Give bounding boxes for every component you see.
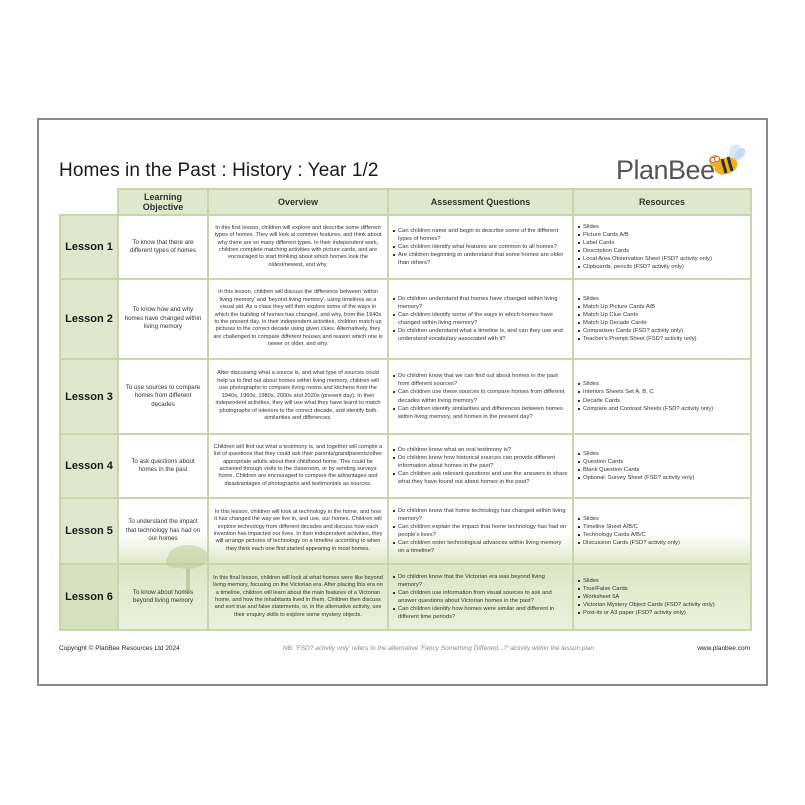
lesson-label: Lesson 4 [60,434,118,498]
resources [573,498,751,564]
table-row [60,498,751,564]
resource-item: Worksheet 6A [578,593,746,601]
lesson-plan-table [59,188,752,631]
page-title: Homes in the Past : History : Year 1/2 [59,160,379,181]
resource-item: True/False Cards [578,585,746,593]
question-item: Do children know what an oral testimony is? [393,446,568,454]
overview: After discussing what a source is, and what type of sources could help us to find out about homes within living memory, children will use photographs to compare living rooms and kitchens from the 1940s, 1960s, 1980s, 2000s and 2020s (present day). In their independent activities, they will use what they have learnt to match photographs of interiors to the correct decade, and identify both similarities and differences. [208,359,388,434]
learning-objective: To know about homes beyond living memory [118,564,208,630]
resource-item: Interiors Sheets Set A, B, C [578,388,746,396]
resource-item: Clipboards, pencils (FSD? activity only) [578,263,746,271]
learning-objective: To know how and why homes have changed within living memory [118,279,208,359]
resources [573,279,751,359]
overview: In this final lesson, children will look at what homes were like beyond living memory, focusing on the Victorian era. After placing this era on a timeline, children will learn about the main features of a Victorian home, and how the inhabitants lived in them. Children then discuss and sort true and false statements, or, in the alternative activity, use their enquiry skills to explore some mystery objects. [208,564,388,630]
question-item: Can children order technological advances within living memory on a timeline? [393,539,568,555]
resource-item: Slides [578,295,746,303]
copyright-text: Copyright © PlanBee Resources Ltd 2024 [59,645,180,652]
lesson-label: Lesson 6 [60,564,118,630]
page-footer [59,645,750,652]
table-row [60,434,751,498]
table-header-row [60,189,751,215]
question-item: Do children know that home technology has changed within living memory? [393,507,568,523]
assessment-questions [388,279,573,359]
assessment-questions [388,564,573,630]
table-row [60,359,751,434]
resource-item: Compare and Contrast Sheets (FSD? activity only) [578,405,746,413]
table-row [60,564,751,630]
assessment-questions [388,359,573,434]
lesson-label: Lesson 5 [60,498,118,564]
question-item: Do children know how historical sources can provide different information about homes in the past? [393,454,568,470]
assessment-questions [388,498,573,564]
resource-item: Teacher's Prompt Sheet (FSD? activity only) [578,335,746,343]
resource-item: Blank Question Cards [578,466,746,474]
resource-item: Description Cards [578,247,746,255]
lesson-label: Lesson 2 [60,279,118,359]
resource-item: Victorian Mystery Object Cards (FSD? activity only) [578,601,746,609]
fsd-note: NB: 'FSD? activity only' refers to the alternative 'Fancy Something Different...?' activity within the lesson plan [282,645,595,652]
header-learning-objective: Learning Objective [118,189,208,215]
resource-item: Question Cards [578,458,746,466]
resource-item: Local Area Observation Sheet (FSD? activity only) [578,255,746,263]
overview: In this first lesson, children will explore and describe some different types of homes. They will look at common features, and think about why there are so many different types. In their independent work, children complete matching activities with picture cards, and are encouraged to start thinking about which homes look the oldest/newest, and why. [208,215,388,279]
resources [573,359,751,434]
overview: In this lesson, children will look at technology in the home, and how it has changed the way we live in, and use, our homes. Children will explore technology from different decades and discuss how each invention has impacted our lives. In their independent activities, they will arrange pictures of technology on a timeline according to when they think each one first started appearing in most homes. [208,498,388,564]
learning-objective: To ask questions about homes in the past [118,434,208,498]
question-item: Can children explain the impact that home technology has had on people's lives? [393,523,568,539]
question-item: Are children beginning to understand that some homes are older than others? [393,251,568,267]
resource-item: Slides [578,450,746,458]
resource-item: Slides [578,577,746,585]
assessment-questions [388,434,573,498]
document-frame [37,118,768,686]
question-item: Can children identify similarities and differences between homes within living memory, and homes in the present day? [393,405,568,421]
question-item: Do children know that the Victorian era was beyond living memory? [393,573,568,589]
question-item: Can children identify some of the ways in which homes have changed within living memory? [393,311,568,327]
table-row [60,279,751,359]
learning-objective: To understand the impact that technology has had on our homes [118,498,208,564]
lesson-label: Lesson 1 [60,215,118,279]
question-item: Can children use these sources to compare homes from different decades within living memory? [393,388,568,404]
resource-item: Decade Cards [578,397,746,405]
resource-item: Match Up Clue Cards [578,311,746,319]
website-link[interactable]: www.planbee.com [697,645,750,652]
resource-item: Comparison Cards (FSD? activity only) [578,327,746,335]
learning-objective: To know that there are different types of homes [118,215,208,279]
resources [573,434,751,498]
learning-objective: To use sources to compare homes from different decades [118,359,208,434]
resource-item: Slides [578,380,746,388]
table-row [60,215,751,279]
question-item: Do children know that we can find out about homes in the past from different sources? [393,372,568,388]
lesson-label: Lesson 3 [60,359,118,434]
resource-item: Slides [578,223,746,231]
resources [573,564,751,630]
header-overview: Overview [208,189,388,215]
question-item: Do children understand what a timeline is, and can they use and understand vocabulary associated with it? [393,327,568,343]
overview: Children will find out what a testimony is, and together will compile a list of questions that they could ask their parents/grandparents/other appropriate adults about their childhood home. This could be achieved through visits to the classroom, or by sending surveys home. Children are encouraged to compare the advantages and disadvantages of photographs and testimonials as sources. [208,434,388,498]
resource-item: Label Cards [578,239,746,247]
planbee-logo [616,144,746,186]
question-item: Can children identify what features are common to all homes? [393,243,568,251]
resource-item: Discussion Cards (FSD? activity only) [578,539,746,547]
question-item: Do children understand that homes have changed within living memory? [393,295,568,311]
resource-item: Timeline Sheet A/B/C [578,523,746,531]
resources [573,215,751,279]
assessment-questions [388,215,573,279]
overview: In this lesson, children will discuss the difference between 'within living memory' and 'beyond living memory', using timelines as a visual aid. As a class they will then explore some of the ways in which the building of homes has changed, and why, from the 1940s to the present day. In their independent activities, children match up pictures to the correct decade using given clues. Alternatively, they are challenged to compare different houses and reason which one is newer or older, and why. [208,279,388,359]
question-item: Can children use information from visual sources to ask and answer questions about Victorian homes in the past? [393,589,568,605]
corner-cell [60,189,118,215]
resource-item: Match Up Decade Cards [578,319,746,327]
question-item: Can children identify how homes were similar and different in different time periods? [393,605,568,621]
resource-item: Slides [578,515,746,523]
resource-item: Technology Cards A/B/C [578,531,746,539]
resource-item: Post-its or A3 paper (FSD? activity only) [578,609,746,617]
question-item: Can children name and begin to describe some of the different types of homes? [393,227,568,243]
question-item: Can children ask relevant questions and use the answers to share what they have found out about homes in the past? [393,470,568,486]
resource-item: Optional: Survey Sheet (FSD? activity only) [578,474,746,482]
logo-text: PlanBee [616,155,715,185]
resource-item: Picture Cards A/B [578,231,746,239]
header-assessment-questions: Assessment Questions [388,189,573,215]
resource-item: Match Up Picture Cards A/B [578,303,746,311]
header-resources: Resources [573,189,751,215]
